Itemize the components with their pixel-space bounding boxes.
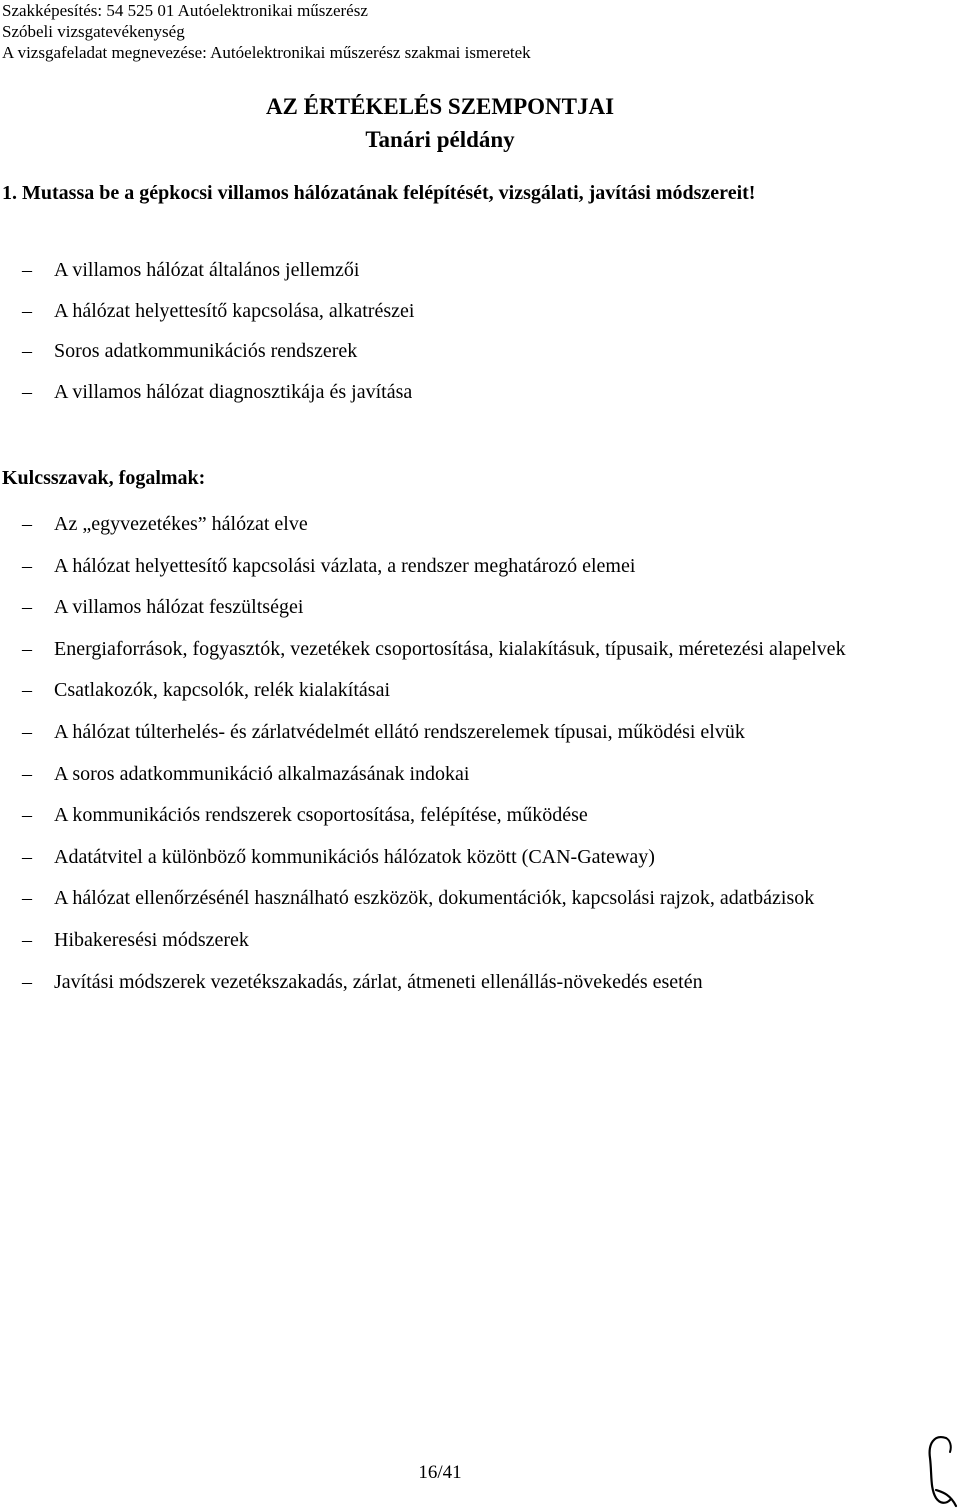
page-title: AZ ÉRTÉKELÉS SZEMPONTJAI (265, 94, 615, 119)
handwritten-signature-icon (920, 1430, 960, 1509)
topic-text: A villamos hálózat diagnosztikája és javítása (54, 380, 413, 403)
keyword-text: Energiaforrások, fogyasztók, vezetékek csoportosítása, kialakításuk, típusaik, méretezési alapelvek (54, 637, 846, 660)
dash-bullet: – (22, 762, 32, 785)
keywords-heading: Kulcsszavak, fogalmak: (2, 467, 206, 489)
keyword-item (0, 878, 880, 920)
keyword-text: Hibakeresési módszerek (54, 928, 249, 951)
page-number: 16/41 (418, 1462, 462, 1483)
topic-item (0, 250, 880, 291)
header-qualification: Szakképesítés: 54 525 01 Autóelektronikai műszerész (2, 1, 368, 20)
keyword-item (0, 712, 880, 754)
topic-item (0, 372, 880, 413)
topic-text: Soros adatkommunikációs rendszerek (54, 340, 358, 362)
dash-bullet: – (22, 340, 32, 362)
keyword-item (0, 837, 880, 879)
keyword-text: A villamos hálózat feszültségei (54, 596, 304, 619)
dash-bullet: – (22, 679, 32, 702)
keyword-list (0, 504, 880, 1003)
keyword-text: A kommunikációs rendszerek csoportosítása, felépítése, működése (54, 804, 588, 827)
keyword-item (0, 587, 880, 629)
keyword-text: Csatlakozók, kapcsolók, relék kialakításai (54, 679, 391, 702)
keyword-item (0, 962, 880, 1004)
keyword-text: A soros adatkommunikáció alkalmazásának indokai (54, 762, 470, 785)
keyword-item (0, 795, 880, 837)
dash-bullet: – (22, 637, 32, 660)
header-task-name: A vizsgafeladat megnevezése: Autóelektronikai műszerész szakmai ismeretek (2, 43, 531, 62)
dash-bullet: – (22, 380, 32, 403)
header-exam-activity: Szóbeli vizsgatevékenység (2, 22, 185, 41)
dash-bullet: – (22, 970, 32, 993)
topic-text: A hálózat helyettesítő kapcsolása, alkatrészei (54, 299, 415, 322)
keyword-item (0, 754, 880, 796)
question-heading: 1. Mutassa be a gépkocsi villamos hálózatának felépítését, vizsgálati, javítási módszereit! (2, 182, 756, 204)
document-header (2, 0, 531, 63)
topic-list (0, 250, 880, 412)
keyword-text: Javítási módszerek vezetékszakadás, zárlat, átmeneti ellenállás-növekedés esetén (54, 970, 703, 993)
topic-item (0, 291, 880, 332)
dash-bullet: – (22, 596, 32, 619)
keyword-text: A hálózat helyettesítő kapcsolási vázlata, a rendszer meghatározó elemei (54, 554, 636, 577)
topic-text: A villamos hálózat általános jellemzői (54, 259, 360, 281)
dash-bullet: – (22, 513, 32, 535)
dash-bullet: – (22, 928, 32, 951)
keyword-text: Az „egyvezetékes” hálózat elve (54, 513, 308, 535)
page-subtitle: Tanári példány (365, 127, 515, 152)
dash-bullet: – (22, 845, 32, 868)
keyword-text: Adatátvitel a különböző kommunikációs hálózatok között (CAN-Gateway) (54, 845, 655, 868)
keyword-item (0, 504, 880, 546)
keyword-item (0, 546, 880, 588)
keyword-item (0, 920, 880, 962)
dash-bullet: – (22, 554, 32, 577)
dash-bullet: – (22, 299, 32, 322)
keyword-item (0, 670, 880, 712)
keyword-item (0, 629, 880, 671)
dash-bullet: – (22, 804, 32, 827)
dash-bullet: – (22, 720, 32, 743)
dash-bullet: – (22, 887, 32, 910)
topic-item (0, 331, 880, 372)
keyword-text: A hálózat túlterhelés- és zárlatvédelmét ellátó rendszerelemek típusai, működési elvük (54, 720, 745, 743)
keyword-text: A hálózat ellenőrzésénél használható eszközök, dokumentációk, kapcsolási rajzok, adatbázisok (54, 887, 815, 910)
dash-bullet: – (22, 259, 32, 281)
